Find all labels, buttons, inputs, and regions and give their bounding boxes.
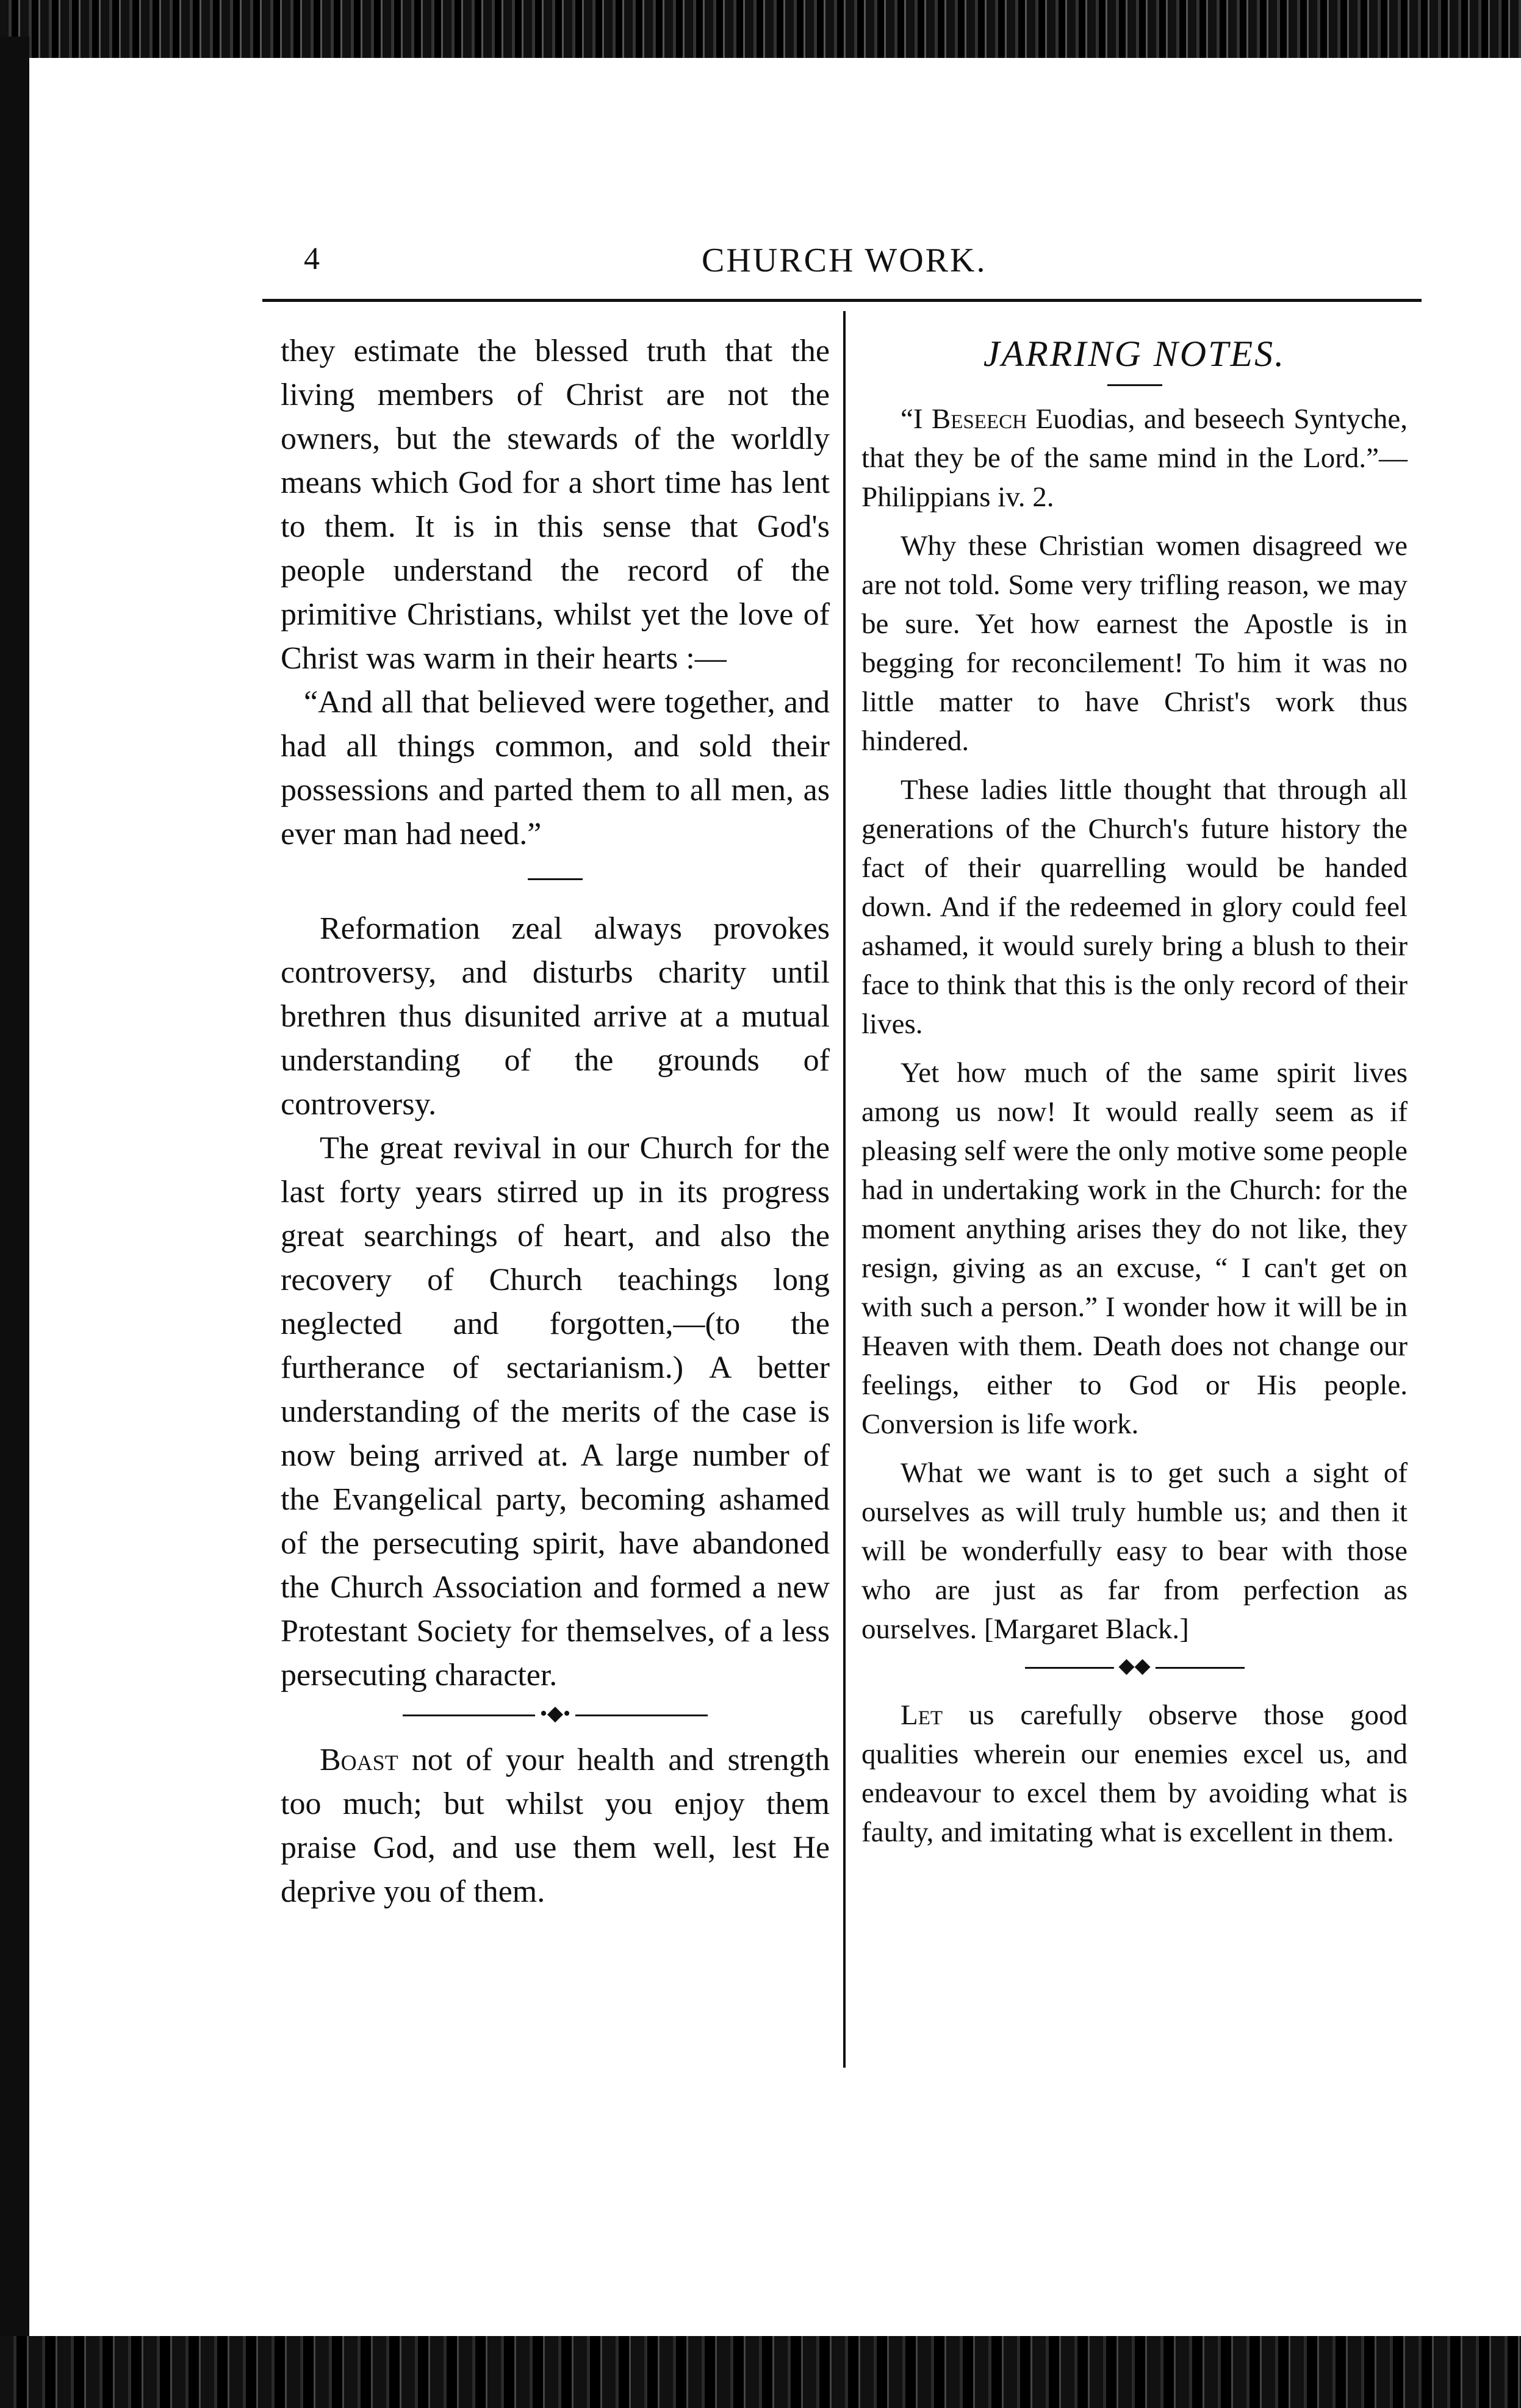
- header-rule: [262, 299, 1422, 302]
- epigraph-lead-word: Beseech: [931, 403, 1027, 435]
- jarring-paragraph-2: These ladies little thought that through all generations of the Church's future history the fact of their quarrelling would be handed down. And if the redeemed in glory could feel ashamed, it would surely bring a blush to their face to think that this is the only record of their lives.: [861, 774, 1408, 1040]
- epigraph-text: Euodias, and beseech Syntyche, that they be of the same mind in the Lord.”—Philippians iv. 2.: [861, 403, 1408, 513]
- acts-quote: “And all that believed were together, and had all things common, and sold their possessions and parted them to all men, as ever man had need.”: [281, 685, 830, 851]
- title-rule: [1107, 384, 1162, 386]
- ornament-rule-right: [1025, 1655, 1245, 1677]
- let-paragraph: [861, 1696, 1408, 1852]
- boast-lead-word: Boast: [320, 1743, 398, 1777]
- epigraph: [861, 400, 1408, 517]
- column-divider: [843, 311, 846, 2068]
- jarring-paragraph-4: What we want is to get such a sight of ourselves as will truly humble us; and then it will be wonderfully easy to bear with those who are just as far from perfection as ourselves. [Margaret Black.]: [861, 1457, 1408, 1645]
- page-header: [262, 241, 1422, 290]
- running-title: CHURCH WORK.: [702, 242, 987, 279]
- jarring-paragraph-1: Why these Christian women disagreed we are not told. Some very trifling reason, we may be sure. Yet how earnest the Apostle is in begging for reconcilement! To him it was no little matter to have Christ's work thus hindered.: [861, 530, 1408, 757]
- ornament-glyph: •◆•: [535, 1702, 575, 1726]
- ornament-rule: [403, 1702, 708, 1725]
- reformation-paragraph: Reformation zeal always provokes controversy, and disturbs charity until brethren thus disunited arrive at a mutual understanding of the grounds of controversy.: [281, 911, 830, 1122]
- epigraph-open: “I: [901, 403, 932, 435]
- let-lead-word: Let: [901, 1699, 943, 1731]
- page-number: 4: [304, 242, 320, 276]
- boast-paragraph: [281, 1738, 830, 1914]
- left-paragraph-continued: they estimate the blessed truth that the living members of Christ are not the owners, but the stewards of the worldly means which God for a short time has lent to them. It is in this sense that God's people understand the record of the primitive Christians, whilst yet the love of Christ was warm in their hearts :—: [281, 334, 830, 676]
- right-column: [861, 329, 1408, 1852]
- section-separator: [528, 878, 583, 880]
- jarring-paragraph-3: Yet how much of the same spirit lives among us now! It would really seem as if pleasing self were the only motive some people had in undertaking work in the Church: for the moment anything arises they do not like, they resign, giving as an excuse, “ I can't get on with such a person.” I wonder how it will be in Heaven with them. Death does not change our feelings, either to God or His people. Conversion is life work.: [861, 1057, 1408, 1440]
- left-column: [281, 329, 830, 1914]
- scan-border-left: [0, 37, 29, 2403]
- scan-border-top: [0, 0, 1521, 58]
- revival-paragraph: The great revival in our Church for the last forty years stirred up in its progress great searchings of heart, and also the recovery of Church teachings long neglected and forgotten,—(to the furtherance of sectarianism.) A better understanding of the merits of the case is now being arrived at. A large number of the Evangelical party, becoming ashamed of the persecuting spirit, have abandoned the Church Association and formed a new Protestant Society for themselves, of a less persecuting character.: [281, 1131, 830, 1693]
- ornament-glyph-right: ◆◆: [1113, 1654, 1155, 1679]
- let-text: us carefully observe those good qualities wherein our enemies excel us, and endeavour to excel them by avoiding what is faulty, and imitating what is excellent in them.: [861, 1699, 1408, 1848]
- boast-text: not of your health and strength too much; but whilst you enjoy them praise God, and use them well, lest He deprive you of them.: [281, 1743, 830, 1909]
- scan-border-bottom: [0, 2336, 1521, 2408]
- article-title: JARRING NOTES.: [983, 334, 1286, 374]
